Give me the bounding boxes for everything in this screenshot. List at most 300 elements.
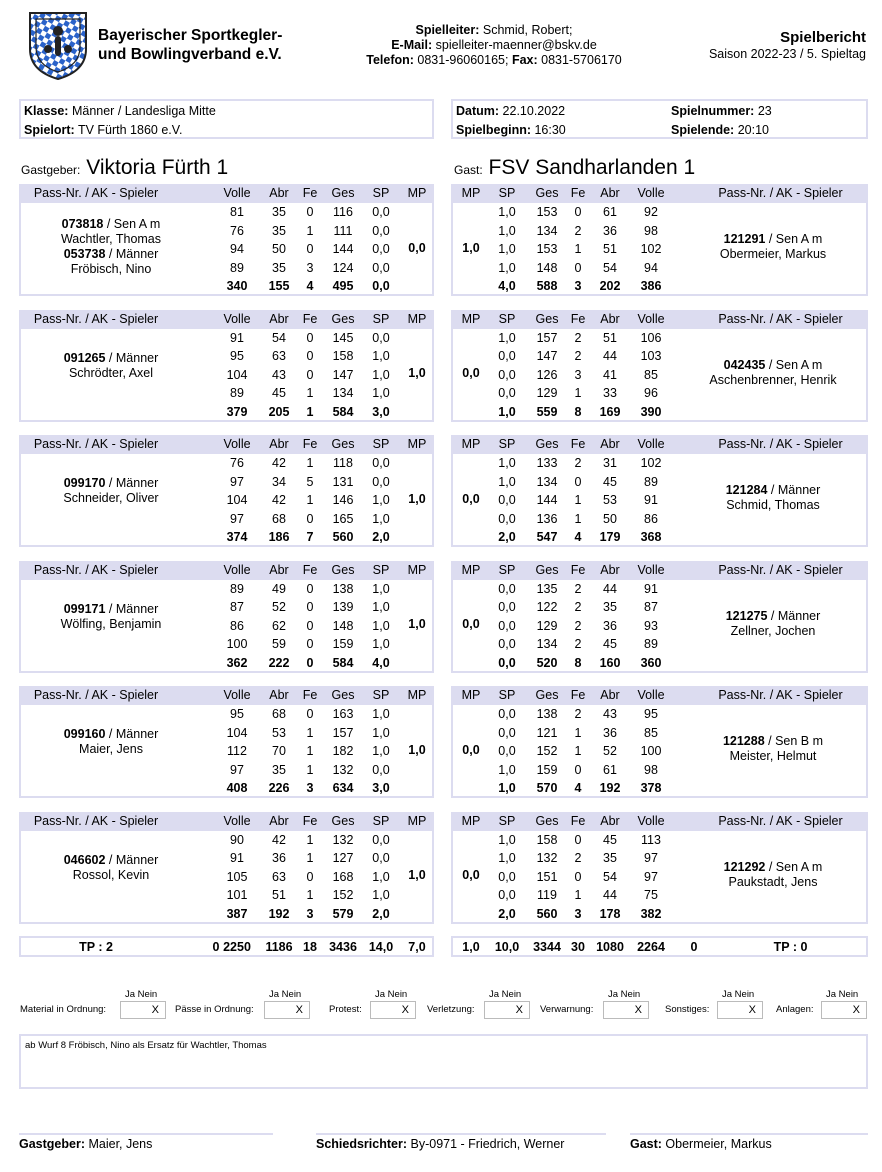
- cell: 0,0: [498, 725, 516, 740]
- home-player-block: [19, 561, 434, 673]
- cell: 53: [272, 725, 286, 740]
- column-label: MP: [407, 437, 427, 451]
- column-label: Fe: [570, 437, 586, 451]
- cell: 89: [230, 386, 244, 400]
- cell: 158: [332, 349, 354, 363]
- cell: 45: [603, 474, 617, 489]
- cell: 86: [230, 618, 244, 633]
- cell: 91: [230, 330, 244, 345]
- cell: 1,0: [498, 762, 516, 777]
- cell: 45: [603, 637, 617, 651]
- checkbox-group: [175, 987, 310, 1023]
- sum-cell: 2,0: [498, 906, 516, 921]
- table-row: [453, 831, 866, 850]
- column-label: Pass-Nr. / AK - Spieler: [33, 311, 159, 326]
- sum-cell: 4,0: [372, 655, 390, 670]
- cell: 1,0: [372, 888, 390, 902]
- match-points: 0,0: [462, 366, 480, 380]
- checkbox-group: [20, 987, 166, 1023]
- yes-no-label: Ja Nein: [489, 989, 522, 1000]
- home-signature: Gastgeber: Maier, Jens: [19, 1133, 273, 1151]
- sum-row: [21, 528, 432, 547]
- sum-cell: 0: [306, 655, 314, 670]
- home-player-block: [19, 812, 434, 924]
- cell: 1,0: [498, 223, 516, 238]
- check-mark: X: [401, 1004, 409, 1016]
- match-points: 0,0: [462, 868, 480, 882]
- column-label: Abr: [269, 813, 289, 828]
- column-label: Abr: [269, 437, 289, 451]
- cell: 134: [536, 637, 558, 651]
- cell: 1,0: [498, 474, 516, 489]
- column-label: Ges: [535, 813, 559, 828]
- cell: 0,0: [498, 600, 516, 614]
- league-lead: Spielleiter: Schmid, Robert; E-Mail: spielleiter-maenner@bskv.de Telefon: 0831-96060165; Fax: 0831-5706170: [366, 23, 622, 67]
- cell: 0: [574, 762, 582, 777]
- guest-column-header: [453, 184, 866, 203]
- yes-no-label: Ja Nein: [722, 989, 755, 1000]
- column-label: Fe: [570, 311, 586, 326]
- column-label: Pass-Nr. / AK - Spieler: [33, 186, 159, 200]
- column-label: Abr: [600, 437, 620, 451]
- cell: 104: [226, 725, 248, 740]
- cell: 87: [644, 600, 658, 614]
- column-label: Fe: [570, 562, 586, 577]
- cell: 147: [536, 349, 558, 363]
- cell: 0,0: [498, 349, 516, 363]
- cell: 76: [230, 456, 244, 470]
- match-points: 1,0: [408, 366, 426, 380]
- sum-cell: 390: [640, 404, 662, 419]
- cell: 63: [272, 869, 286, 884]
- cell: 33: [603, 386, 617, 400]
- cell: 95: [644, 707, 658, 721]
- sum-row: [453, 779, 866, 798]
- guest-totals: 1,0 10,0 3344 30 1080 2264 0 TP : 0: [451, 936, 868, 957]
- sum-cell: 0,0: [372, 279, 390, 293]
- cell: 0,0: [372, 851, 390, 865]
- sum-cell: 7: [306, 530, 314, 544]
- yes-no-checkbox[interactable]: [821, 1001, 867, 1019]
- cell: 86: [644, 511, 658, 526]
- cell: 91: [644, 493, 658, 507]
- column-label: Ges: [535, 688, 559, 702]
- cell: 87: [230, 600, 244, 614]
- yes-no-checkbox[interactable]: [603, 1001, 649, 1019]
- cell: 1,0: [372, 618, 390, 633]
- cell: 1: [306, 386, 314, 400]
- sum-cell: 222: [268, 655, 290, 670]
- home-team: Gastgeber: Viktoria Fürth 1: [21, 156, 229, 179]
- cell: 153: [536, 205, 558, 219]
- cell: 45: [272, 386, 286, 400]
- table-row: [453, 580, 866, 599]
- cell: 91: [644, 581, 658, 596]
- column-label: Pass-Nr. / AK - Spieler: [718, 186, 843, 200]
- column-label: Abr: [600, 311, 620, 326]
- cell: 1,0: [498, 260, 516, 275]
- column-label: Ges: [331, 311, 355, 326]
- cell: 51: [272, 888, 286, 902]
- column-label: Pass-Nr. / AK - Spieler: [33, 688, 159, 702]
- table-row: [21, 510, 432, 529]
- cell: 68: [272, 511, 286, 526]
- cell: 2: [574, 618, 582, 633]
- cell: 2: [574, 707, 582, 721]
- cell: 52: [272, 600, 286, 614]
- cell: 0: [306, 618, 314, 633]
- cell: 104: [226, 493, 248, 507]
- home-player-block: [19, 686, 434, 798]
- cell: 159: [536, 762, 558, 777]
- column-label: Volle: [637, 562, 665, 577]
- cell: 1,0: [498, 330, 516, 345]
- cell: 95: [230, 707, 244, 721]
- cell: 0,0: [498, 637, 516, 651]
- sum-cell: 3,0: [372, 404, 390, 419]
- cell: 1,0: [372, 600, 390, 614]
- cell: 124: [332, 260, 354, 275]
- table-row: [21, 635, 432, 654]
- match-points: 1,0: [462, 240, 480, 255]
- cell: 61: [603, 762, 617, 777]
- cell: 151: [536, 869, 558, 884]
- sum-cell: 360: [640, 655, 662, 670]
- cell: 43: [272, 367, 286, 382]
- sum-cell: 8: [574, 655, 582, 670]
- cell: 134: [536, 223, 558, 238]
- org-name: Bayerischer Sportkegler- und Bowlingverband e.V.: [98, 27, 283, 63]
- sum-cell: 205: [268, 404, 290, 419]
- match-points: 0,0: [462, 491, 480, 506]
- cell: 93: [644, 618, 658, 633]
- sum-row: [453, 528, 866, 547]
- sum-cell: 192: [268, 906, 290, 921]
- cell: 0: [574, 869, 582, 884]
- home-totals: TP : 2 0 2250 1186 18 3436 14,0 7,0: [19, 936, 434, 957]
- column-label: Volle: [223, 688, 251, 702]
- yes-no-checkbox[interactable]: [120, 1001, 166, 1019]
- check-label: Sonstiges:: [665, 1004, 710, 1015]
- cell: 1,0: [372, 386, 390, 400]
- cell: 132: [332, 762, 354, 777]
- cell: 121: [536, 725, 558, 740]
- cell: 100: [226, 637, 248, 651]
- sum-cell: 340: [226, 279, 248, 293]
- cell: 49: [272, 581, 286, 596]
- column-label: MP: [461, 813, 481, 828]
- sum-cell: 362: [226, 655, 248, 670]
- cell: 97: [644, 869, 658, 884]
- column-label: Pass-Nr. / AK - Spieler: [718, 437, 843, 451]
- sum-cell: 547: [536, 530, 558, 544]
- cell: 0,0: [372, 474, 390, 489]
- column-label: Ges: [331, 437, 355, 451]
- cell: 97: [644, 851, 658, 865]
- cell: 0,0: [372, 205, 390, 219]
- cell: 2: [574, 600, 582, 614]
- cell: 1: [574, 511, 582, 526]
- cell: 112: [227, 744, 247, 758]
- column-label: Volle: [637, 688, 665, 702]
- guest-column-header: [453, 310, 866, 329]
- report-title: Spielbericht Saison 2022-23 / 5. Spieltag: [708, 29, 866, 61]
- cell: 1: [574, 493, 582, 507]
- cell: 0,0: [498, 511, 516, 526]
- cell: 2: [574, 637, 582, 651]
- sum-cell: 4: [574, 530, 582, 544]
- cell: 0,0: [498, 888, 516, 902]
- column-label: MP: [407, 813, 427, 828]
- cell: 97: [230, 474, 244, 489]
- home-column-header: [21, 686, 432, 705]
- cell: 94: [230, 242, 244, 256]
- cell: 89: [644, 474, 658, 489]
- cell: 1,0: [372, 511, 390, 526]
- cell: 101: [226, 888, 248, 902]
- sum-cell: 202: [599, 279, 621, 293]
- cell: 0,0: [498, 386, 516, 400]
- column-label: Fe: [302, 562, 318, 577]
- sum-cell: 379: [226, 404, 248, 419]
- match-points: 1,0: [408, 868, 426, 882]
- column-label: Ges: [535, 437, 559, 451]
- cell: 163: [332, 707, 354, 721]
- sum-cell: 559: [536, 404, 558, 419]
- cell: 104: [226, 367, 248, 382]
- column-label: Ges: [331, 688, 355, 702]
- sum-cell: 588: [536, 279, 558, 293]
- sum-row: [453, 403, 866, 422]
- column-label: Abr: [269, 688, 289, 702]
- sum-cell: 584: [332, 404, 354, 419]
- table-row: [21, 705, 432, 724]
- cell: 0,0: [498, 869, 516, 884]
- cell: 0: [306, 330, 314, 345]
- cell: 158: [536, 832, 558, 847]
- cell: 1: [306, 888, 314, 902]
- player-info: 099170 / Männer Schneider, Oliver: [63, 476, 159, 505]
- home-player-block: [19, 184, 434, 296]
- column-label: Fe: [302, 311, 318, 326]
- column-label: SP: [372, 813, 390, 828]
- table-row: [453, 329, 866, 348]
- guest-player-block: [451, 435, 868, 547]
- cell: 70: [272, 744, 286, 758]
- cell: 1,0: [372, 637, 390, 651]
- cell: 148: [332, 618, 354, 633]
- cell: 116: [333, 205, 353, 219]
- cell: 0: [574, 832, 582, 847]
- cell: 35: [603, 600, 617, 614]
- cell: 3: [306, 260, 314, 275]
- table-row: [21, 831, 432, 850]
- cell: 0: [574, 474, 582, 489]
- guest-player-block: [451, 310, 868, 422]
- sum-cell: 1,0: [498, 404, 516, 419]
- check-mark: X: [634, 1004, 642, 1016]
- cell: 165: [332, 511, 354, 526]
- cell: 76: [230, 223, 244, 238]
- sum-cell: 3: [574, 279, 582, 293]
- cell: 1,0: [372, 744, 390, 758]
- guest-column-header: [453, 686, 866, 705]
- column-label: MP: [461, 311, 481, 326]
- cell: 118: [333, 456, 353, 470]
- column-label: MP: [407, 311, 427, 326]
- cell: 2: [574, 349, 582, 363]
- table-row: [453, 454, 866, 473]
- cell: 54: [272, 330, 286, 345]
- cell: 136: [536, 511, 558, 526]
- cell: 1: [574, 744, 582, 758]
- sum-row: [453, 277, 866, 296]
- column-label: Ges: [331, 562, 355, 577]
- column-label: Abr: [269, 311, 289, 326]
- sum-cell: 2,0: [372, 530, 390, 544]
- table-row: [21, 329, 432, 348]
- table-row: [21, 580, 432, 599]
- check-label: Anlagen:: [776, 1004, 814, 1015]
- guest-column-header: [453, 561, 866, 580]
- cell: 2: [574, 581, 582, 596]
- cell: 42: [272, 832, 286, 847]
- cell: 0,0: [372, 242, 390, 256]
- home-column-header: [21, 310, 432, 329]
- home-player-block: [19, 310, 434, 422]
- cell: 1,0: [372, 725, 390, 740]
- match-points: 0,0: [408, 240, 426, 255]
- cell: 42: [272, 456, 286, 470]
- yes-no-label: Ja Nein: [608, 989, 641, 1000]
- column-label: Volle: [223, 186, 251, 200]
- sum-row: [453, 654, 866, 673]
- cell: 42: [272, 493, 286, 507]
- cell: 98: [644, 223, 658, 238]
- column-label: MP: [461, 437, 481, 451]
- cell: 132: [536, 851, 558, 865]
- sum-cell: 169: [599, 404, 621, 419]
- cell: 145: [332, 330, 354, 345]
- cell: 147: [332, 367, 354, 382]
- column-label: Ges: [331, 186, 355, 200]
- checkbox-group: [776, 987, 867, 1023]
- cell: 89: [230, 581, 244, 596]
- cell: 43: [603, 707, 617, 721]
- guest-team: Gast: FSV Sandharlanden 1: [454, 156, 696, 179]
- cell: 2: [574, 330, 582, 345]
- cell: 90: [230, 832, 244, 847]
- player-info: 099160 / Männer Maier, Jens: [63, 727, 159, 756]
- cell: 127: [332, 851, 354, 865]
- sum-cell: 634: [332, 781, 354, 795]
- cell: 2: [574, 456, 582, 470]
- match-points: 1,0: [408, 742, 426, 757]
- cell: 0: [306, 349, 314, 363]
- column-label: Fe: [570, 186, 586, 200]
- cell: 44: [603, 581, 617, 596]
- check-mark: X: [748, 1004, 756, 1016]
- cell: 44: [603, 349, 617, 363]
- yes-no-checkbox[interactable]: [717, 1001, 763, 1019]
- cell: 168: [332, 869, 354, 884]
- player-info: 091265 / Männer Schrödter, Axel: [63, 350, 159, 380]
- cell: 138: [332, 581, 354, 596]
- yes-no-checkbox[interactable]: [264, 1001, 310, 1019]
- yes-no-label: Ja Nein: [826, 989, 859, 1000]
- sum-row: [21, 905, 432, 924]
- column-label: Fe: [570, 813, 586, 828]
- guest-player-block: [451, 812, 868, 924]
- column-label: Volle: [223, 813, 251, 828]
- cell: 0: [574, 205, 582, 219]
- sum-cell: 226: [268, 781, 290, 795]
- guest-column-header: [453, 812, 866, 831]
- home-column-header: [21, 561, 432, 580]
- yes-no-checkbox[interactable]: [484, 1001, 530, 1019]
- sum-cell: 560: [332, 530, 354, 544]
- cell: 51: [603, 330, 617, 345]
- check-mark: X: [151, 1004, 159, 1016]
- player-info: 121292 / Sen A m Paukstadt, Jens: [723, 859, 823, 889]
- match-points: 1,0: [408, 491, 426, 506]
- cell: 159: [332, 637, 354, 651]
- column-label: Volle: [637, 437, 665, 451]
- cell: 134: [536, 474, 558, 489]
- yes-no-label: Ja Nein: [125, 989, 158, 1000]
- column-label: Pass-Nr. / AK - Spieler: [33, 437, 159, 451]
- column-label: SP: [498, 688, 516, 702]
- cell: 36: [603, 618, 617, 633]
- cell: 1,0: [372, 493, 390, 507]
- cell: 131: [332, 474, 354, 489]
- player-info: 121291 / Sen A m Obermeier, Markus: [719, 232, 827, 261]
- column-label: Volle: [223, 311, 251, 326]
- player-info: 099171 / Männer Wölfing, Benjamin: [60, 601, 162, 631]
- cell: 45: [603, 832, 617, 847]
- cell: 1: [306, 851, 314, 865]
- cell: 1: [574, 888, 582, 902]
- referee-signature: Schiedsrichter: By-0971 - Friedrich, Werner: [316, 1133, 606, 1151]
- cell: 129: [536, 386, 558, 400]
- cell: 54: [603, 869, 617, 884]
- cell: 1: [306, 493, 314, 507]
- column-label: Volle: [637, 311, 665, 326]
- cell: 53: [603, 493, 617, 507]
- cell: 0,0: [372, 260, 390, 275]
- table-row: [21, 454, 432, 473]
- sum-cell: 3: [306, 781, 314, 795]
- cell: 153: [536, 242, 558, 256]
- sum-cell: 2,0: [372, 906, 390, 921]
- bskv-logo: [26, 9, 90, 81]
- cell: 81: [230, 205, 244, 219]
- cell: 134: [332, 386, 354, 400]
- sum-cell: 4: [574, 781, 582, 795]
- cell: 3: [574, 367, 582, 382]
- cell: 1,0: [498, 242, 516, 256]
- cell: 102: [640, 242, 662, 256]
- cell: 1,0: [498, 205, 516, 219]
- cell: 96: [644, 386, 658, 400]
- yes-no-checkbox[interactable]: [370, 1001, 416, 1019]
- player-info: 121288 / Sen B m Meister, Helmut: [722, 734, 824, 763]
- sum-cell: 155: [268, 279, 290, 293]
- cell: 51: [603, 242, 617, 256]
- sum-cell: 579: [332, 906, 354, 921]
- column-label: MP: [407, 688, 427, 702]
- sum-cell: 408: [226, 781, 248, 795]
